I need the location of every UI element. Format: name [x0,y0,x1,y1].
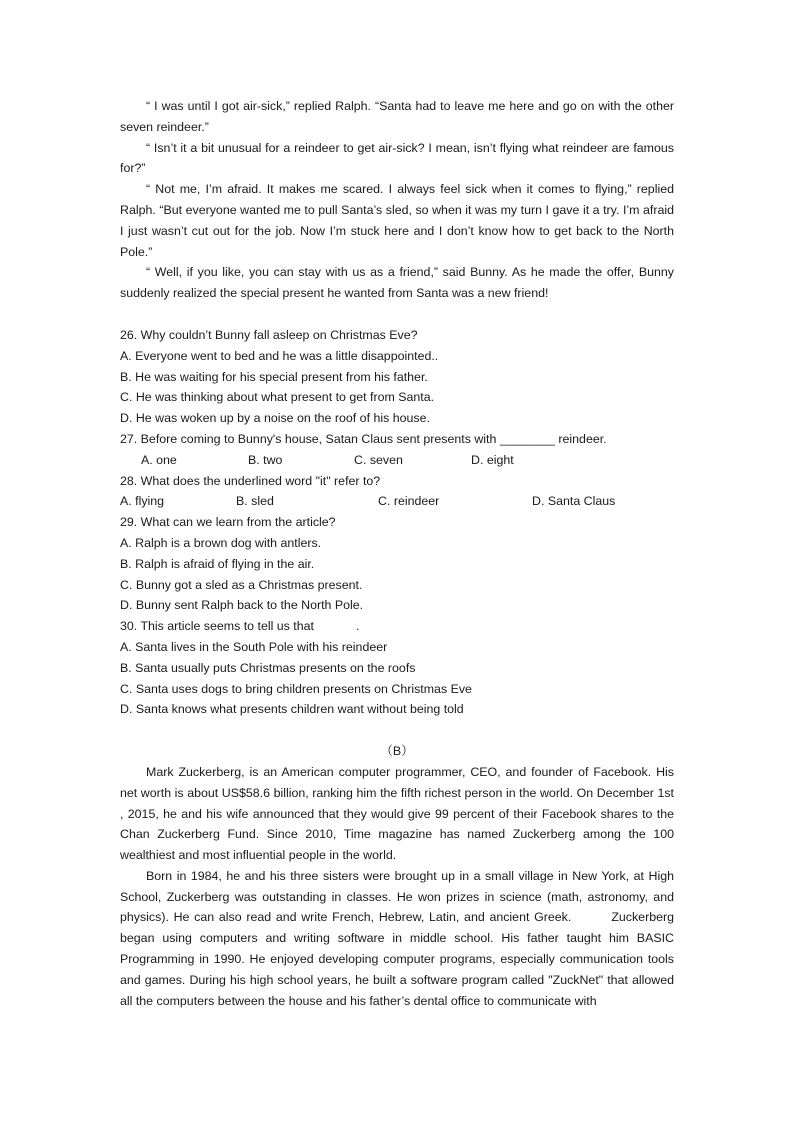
question-29-option-a: A. Ralph is a brown dog with antlers. [120,535,322,550]
question-27-option-c: C. seven [354,452,403,467]
question-30-option-d: D. Santa knows what presents children want without being told [120,702,464,717]
story-paragraph-4: “ Well, if you like, you can stay with us as a friend,” said Bunny. As he made the offer, Bunny suddenly realized the special present he wanted from Santa was a new friend! [120,265,674,301]
question-29-option-b: B. Ralph is afraid of flying in the air. [120,556,315,571]
question-27-option-b: B. two [248,452,283,467]
question-27-option-d: D. eight [471,452,514,467]
question-26-option-b: B. He was waiting for his special present from his father. [120,369,428,384]
question-27-stem [120,429,674,450]
question-28-stem: 28. What does the underlined word "it" refer to? [120,473,381,488]
question-28-option-b: B. sled [236,494,274,509]
section-b-paragraph-2b: Zuckerberg began using computers and writing software in middle school. His father taught him BASIC Programming in 1990. He enjoyed developing computer programs, especially communication tools and games. During his high school years, he built a software program called "ZuckNet" that allowed all the computers between the house and his father’s dental office to communicate with [120,910,674,1008]
question-30-stem-before: 30. This article seems to tell us that [120,619,314,634]
question-27-blank: ________ [499,431,555,446]
question-26-option-a: A. Everyone went to bed and he was a little disappointed.. [120,348,439,363]
story-paragraph-2: “ Isn’t it a bit unusual for a reindeer to get air-sick? I mean, isn’t flying what reindeer are famous for?” [120,140,674,176]
section-b-paragraph-1: Mark Zuckerberg, is an American computer programmer, CEO, and founder of Facebook. His net worth is about US$58.6 billion, ranking him the fifth richest person in the world. On December 1st , 2015, he and his wife announced that they would give 99 percent of their Facebook shares to the Chan Zuckerberg Fund. Since 2010, Time magazine has named Zuckerberg among the 100 wealthiest and most influential people in the world. [120,764,674,863]
story-paragraph-3: “ Not me, I’m afraid. It makes me scared. I always feel sick when it comes to flying,” replied Ralph. “But everyone wanted me to pull Santa’s sled, so when it was my turn I gave it a try. I’m afraid I just wasn’t cut out for the job. Now I’m stuck here and I don’t know how to get back to the North Pole.” [120,182,674,259]
question-29-stem: 29. What can we learn from the article? [120,515,336,530]
section-b-paragraph-2a: Born in 1984, he and his three sisters were brought up in a small village in New York, at High School, Zuckerberg was outstanding in classes. He won prizes in science (math, astronomy, and physics). He can also read and write French, Hebrew, Latin, and ancient Greek. [120,868,674,925]
story-paragraph-1: “ I was until I got air-sick,” replied Ralph. “Santa had to leave me here and go on with the other seven reindeer.” [120,99,674,134]
question-28-options [120,491,674,512]
question-30-stem [120,616,674,637]
question-27-options [120,450,674,471]
question-28-option-d: D. Santa Claus [532,494,616,509]
question-29-option-d: D. Bunny sent Ralph back to the North Pole. [120,598,364,613]
question-26-stem: 26. Why couldn’t Bunny fall asleep on Christmas Eve? [120,327,418,342]
question-26-option-c: C. He was thinking about what present to get from Santa. [120,390,435,405]
question-30-option-a: A. Santa lives in the South Pole with his reindeer [120,639,388,654]
question-27-stem-before: 27. Before coming to Bunny's house, Satan Claus sent presents with [120,431,500,446]
question-30-stem-after: . [355,619,360,634]
question-28-option-c: C. reindeer [378,494,440,509]
section-b-heading: （B） [380,744,414,759]
question-28-option-a: A. flying [120,494,165,509]
document-page [120,96,674,1011]
question-26-option-d: D. He was woken up by a noise on the roof of his house. [120,411,430,426]
question-30-option-b: B. Santa usually puts Christmas presents on the roofs [120,660,416,675]
section-b-paragraph-2 [120,866,674,1012]
question-27-stem-after: reindeer. [554,431,607,446]
question-29-option-c: C. Bunny got a sled as a Christmas present. [120,577,363,592]
question-27-option-a: A. one [141,452,177,467]
question-30-option-c: C. Santa uses dogs to bring children presents on Christmas Eve [120,681,472,696]
